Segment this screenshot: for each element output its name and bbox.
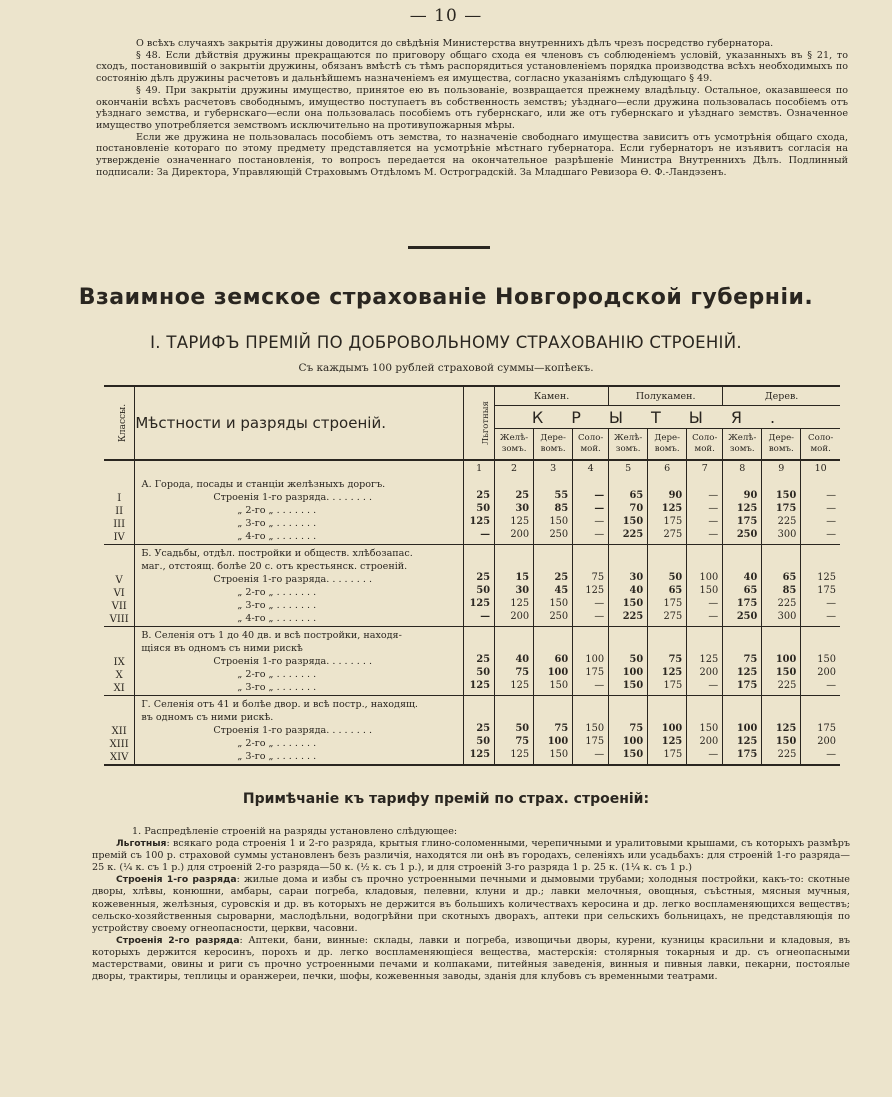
value-column [762, 627, 801, 696]
premium-value: — [708, 680, 719, 691]
value-column [609, 545, 648, 627]
premium-value: — [594, 611, 605, 622]
premium-value: — [708, 490, 719, 501]
category-label: „ 2-го „ . . . . . . . [237, 738, 317, 749]
premium-value: 65 [782, 572, 797, 583]
value-column [648, 476, 687, 545]
premium-value: 50 [515, 723, 530, 734]
premium-value: 175 [817, 723, 836, 734]
value-column [609, 696, 648, 766]
premium-value: — [826, 516, 836, 527]
value-column [534, 476, 573, 545]
premium-value: 125 [585, 585, 605, 596]
note-label: Льготныя [116, 838, 167, 850]
value-column [723, 696, 762, 766]
value-column [534, 696, 573, 766]
header-sub: Желѣ-зомъ. [723, 429, 762, 461]
premium-value: 85 [782, 585, 797, 596]
value-column [801, 696, 840, 766]
header-polukamen: Полукамен. [609, 386, 723, 406]
premium-value: — [708, 749, 719, 760]
premium-value: 125 [510, 598, 530, 609]
value-column [723, 545, 762, 627]
premium-value: 225 [777, 680, 797, 691]
value-column [573, 696, 609, 766]
class-numeral: VI [113, 587, 125, 599]
value-column [464, 696, 495, 766]
premium-value: — [594, 598, 605, 609]
locality-title: въ одномъ съ ними рискѣ. [141, 712, 274, 723]
premium-value: 150 [549, 749, 569, 760]
category-label: Строенія 1-го разряда. . . . . . . . [213, 491, 372, 503]
premium-value: 200 [817, 736, 836, 747]
premium-value: 275 [663, 529, 683, 540]
premium-value: 150 [622, 516, 644, 527]
header-sub: Дере-вомъ. [534, 429, 573, 461]
premium-value: 175 [736, 680, 758, 691]
premium-value: 125 [817, 572, 836, 583]
main-title: Взаимное земское страхованіе Новгородской губерніи. [78, 285, 814, 310]
premium-value: 200 [817, 667, 836, 678]
class-numeral: XII [111, 725, 127, 737]
locality-title: А. Города, посады и станціи желѣзныхъ дорогъ. [141, 478, 386, 490]
value-column [495, 627, 534, 696]
premium-value: 75 [515, 736, 530, 747]
col-number: 6 [648, 460, 687, 476]
value-column [762, 476, 801, 545]
value-column [762, 696, 801, 766]
premium-value: 225 [622, 529, 644, 540]
value-column [495, 696, 534, 766]
premium-value: 90 [743, 490, 758, 501]
header-locality: Мѣстности и разряды строеній. [135, 386, 464, 460]
note-text: : всякаго рода строенія 1 и 2-го разряда, крытыя глино-соломенными, черепичными и уралитовыми крышами, съ которыхъ размѣръ премій съ 100 р. страховой суммы установленъ безъ различія, находятся ли онѣ въ городахъ, селеніяхъ или усадьбахъ: для строеній 1-го разряда—25 к. (¼ к. съ 1 р.) для строеній 2-го разряда—50 к. (½ к. съ 1 р.), и для строеній 3-го разряда 1 р. 25 к. (1¼ к. съ 1 р.) [92, 838, 850, 874]
header-sub: Соло-мой. [573, 429, 609, 461]
premium-value: — [708, 516, 719, 527]
category-label: „ 3-го „ . . . . . . . [237, 517, 317, 529]
header-sub: Дере-вомъ. [648, 429, 687, 461]
header-sub: Дере-вомъ. [762, 429, 801, 461]
value-column [801, 545, 840, 627]
value-column [534, 545, 573, 627]
header-classes: Классы. [118, 403, 129, 443]
locality-title: В. Селенія отъ 1 до 40 дв. и всѣ постройки, находя- [141, 630, 402, 641]
locality-title: Г. Селенія отъ 41 и болѣе двор. и всѣ постр., находящ. [141, 699, 418, 710]
premium-value: — [708, 598, 719, 609]
premium-value: 175 [736, 598, 758, 609]
note-label: Строенія 1-го разряда [116, 874, 237, 886]
premium-value: 250 [736, 611, 758, 622]
class-numeral: XIII [109, 738, 129, 750]
premium-value: 50 [476, 503, 491, 514]
value-column [648, 696, 687, 766]
value-column [723, 627, 762, 696]
class-numeral: XI [113, 682, 125, 694]
header-sub: Желѣ-зомъ. [495, 429, 534, 461]
value-column [495, 476, 534, 545]
intro-text [96, 38, 848, 178]
premium-value: 150 [699, 723, 719, 734]
value-column [723, 476, 762, 545]
premium-value: 25 [476, 572, 491, 583]
premium-value: 125 [469, 749, 491, 760]
premium-value: 150 [817, 654, 836, 665]
category-label: Строенія 1-го разряда. . . . . . . . [213, 574, 372, 585]
value-column [648, 627, 687, 696]
premium-value: — [594, 490, 605, 501]
premium-value: 100 [736, 723, 758, 734]
locality-description [135, 627, 464, 696]
premium-value: 65 [629, 490, 644, 501]
category-label: „ 3-го „ . . . . . . . [237, 600, 317, 611]
premium-value: 125 [469, 516, 491, 527]
premium-value: 55 [554, 490, 569, 501]
premium-value: — [708, 529, 719, 540]
premium-value: 100 [699, 572, 719, 583]
premium-value: 125 [661, 667, 683, 678]
premium-value: — [826, 490, 836, 501]
premium-value: — [480, 611, 491, 622]
class-numeral: X [115, 669, 123, 681]
table-group-row [104, 696, 840, 766]
value-column [687, 696, 723, 766]
class-numeral: II [115, 505, 124, 517]
class-numeral: IV [113, 531, 125, 543]
value-column [495, 545, 534, 627]
table-group-row [104, 545, 840, 627]
premium-value: 150 [622, 749, 644, 760]
premium-value: 30 [515, 585, 530, 596]
header-derev: Дерев. [723, 386, 840, 406]
premium-value: 200 [510, 529, 530, 540]
premium-value: 75 [629, 723, 644, 734]
premium-value: 100 [547, 667, 569, 678]
premium-value: 225 [777, 516, 797, 527]
locality-title: маг., отстоящ. болѣе 20 с. отъ крестьянск. строеній. [141, 561, 408, 572]
premium-value: 50 [476, 585, 491, 596]
premium-value: 175 [585, 736, 605, 747]
locality-description [135, 476, 464, 545]
premium-value: — [826, 598, 836, 609]
class-numeral: V [115, 574, 123, 586]
premium-value: — [826, 749, 836, 760]
note-paragraph: 1. Распредѣленіе строеній на разряды установлено слѣдующее: [132, 826, 458, 837]
locality-title: Б. Усадьбы, отдѣл. постройки и обществ. хлѣбозапас. [141, 548, 413, 559]
premium-value: 45 [554, 585, 569, 596]
col-number: 4 [573, 460, 609, 476]
note-paragraph [92, 935, 850, 983]
category-label: „ 3-го „ . . . . . . . [237, 682, 317, 693]
premium-value: 125 [775, 723, 797, 734]
premium-value: 300 [777, 611, 797, 622]
premium-value: 50 [476, 667, 491, 678]
premium-value: 40 [629, 585, 644, 596]
class-numeral: XIV [110, 751, 129, 763]
premium-value: 225 [622, 611, 644, 622]
premium-value: 25 [476, 723, 491, 734]
premium-value: 200 [699, 736, 719, 747]
premium-value: 125 [469, 680, 491, 691]
premium-value: 65 [668, 585, 683, 596]
value-column [573, 545, 609, 627]
value-column [801, 476, 840, 545]
premium-value: 25 [476, 490, 491, 501]
premium-value: 125 [469, 598, 491, 609]
premium-value: 75 [668, 654, 683, 665]
category-label: „ 2-го „ . . . . . . . [237, 587, 317, 598]
category-label: „ 2-го „ . . . . . . . [237, 669, 317, 680]
col-number: 5 [609, 460, 648, 476]
notes-text [92, 826, 850, 983]
table-group-row [104, 476, 840, 545]
value-column [801, 627, 840, 696]
value-column [573, 627, 609, 696]
header-sub: Соло-мой. [687, 429, 723, 461]
premium-value: 150 [775, 490, 797, 501]
premium-value: 50 [629, 654, 644, 665]
premium-value: 100 [585, 654, 605, 665]
table-caption: Съ каждымъ 100 рублей страховой суммы—копѣекъ. [298, 362, 594, 374]
premium-value: 175 [585, 667, 605, 678]
premium-value: 175 [736, 516, 758, 527]
value-column [534, 627, 573, 696]
col-number: 7 [687, 460, 723, 476]
category-label: „ 2-го „ . . . . . . . [237, 504, 317, 516]
premium-value: 75 [743, 654, 758, 665]
premium-value: 150 [775, 667, 797, 678]
premium-value: 300 [777, 529, 797, 540]
premium-value: — [594, 529, 605, 540]
col-number: 2 [495, 460, 534, 476]
value-column [609, 476, 648, 545]
intro-paragraph: § 49. При закрытіи дружины имущество, принятое ею въ пользованіе, возвращается прежнему владѣльцу. Остальное, оказавшееся по окончаніи всѣхъ расчетовъ свободнымъ, имущество поступаетъ въ собственность земствъ; уѣзднаго—если дружина пользовалась пособіемъ отъ уѣзднаго земства, и губернскаго—если она пользовалась пособіемъ отъ губернскаго, или же отъ губернскаго и уѣзднаго земствъ. Означенное имущество употребляется земствомъ исключительно на противупожарныя мѣры. [96, 84, 848, 131]
value-column [687, 476, 723, 545]
premium-value: 175 [775, 503, 797, 514]
note-text: : жилые дома и избы съ прочно устроенными печными и дымовыми трубами; холодныя постройки, какъ-то: скотные дворы, хлѣвы, конюшни, амбары, сараи погреба, кладовыя, пелевни, клуни и др.; лавки мелочныя, овощныя, съѣстныя, мясныя мучныя, кожевенныя, желѣзныя, суровскія и др. въ которыхъ не держится въ большихъ количествахъ керосина и др. легко воспламеняющихся веществъ; сельско-хозяйственныя сыроварни, маслодѣльни, водогрѣйни при скотныхъ дворахъ, аптеки при сельскихъ больницахъ, не представляющія по устройству своему огнеопасности, церкви, часовни. [92, 874, 850, 934]
premium-value: 60 [554, 654, 569, 665]
col-number: 8 [723, 460, 762, 476]
table-subtitle: I. ТАРИФЪ ПРЕМІЙ ПО ДОБРОВОЛЬНОМУ СТРАХОВАНІЮ СТРОЕНІЙ. [150, 333, 742, 352]
premium-value: — [594, 503, 605, 514]
class-numeral: VIII [109, 613, 129, 625]
premium-value: 175 [736, 749, 758, 760]
premium-value: 40 [515, 654, 530, 665]
header-lgotnye: Льготныя [464, 386, 495, 460]
premium-value: 150 [549, 680, 569, 691]
category-label: Строенія 1-го разряда. . . . . . . . [213, 656, 372, 667]
premium-value: 75 [515, 667, 530, 678]
locality-title: щіяся въ одномъ съ ними рискѣ [141, 643, 303, 654]
header-sub: Соло-мой. [801, 429, 840, 461]
premium-value: 125 [736, 503, 758, 514]
premium-value: 125 [661, 503, 683, 514]
premium-value: — [594, 749, 605, 760]
note-paragraph [92, 838, 850, 874]
locality-description [135, 696, 464, 766]
intro-paragraph: Если же дружина не пользовалась пособіемъ отъ земства, то назначеніе свободнаго имущества зависитъ отъ усмотрѣнія общаго схода, постановленіе котораго по этому предмету представляется на усмотрѣніе мѣстнаго губернатора. Если губернаторъ не изъявитъ согласія на утвержденіе означеннаго постановленія, то вопросъ передается на окончательное разрѣшеніе Министра Внутреннихъ Дѣлъ. Подлинный подписали: За Директора, Управляющій Страховымъ Отдѣломъ М. Остроградскій. За Младшаго Ревизора Ө. Ф.-Ландэзенъ. [96, 131, 848, 178]
premium-value: 25 [554, 572, 569, 583]
value-column [762, 545, 801, 627]
class-numeral: IX [113, 656, 125, 668]
col-number: 10 [801, 460, 840, 476]
premium-value: 150 [549, 598, 569, 609]
premium-value: 70 [629, 503, 644, 514]
premium-value: — [594, 680, 605, 691]
premium-value: — [594, 516, 605, 527]
premium-value: 100 [622, 667, 644, 678]
table-body [104, 476, 840, 765]
premium-value: 75 [554, 723, 569, 734]
premium-value: 175 [663, 598, 683, 609]
col-number: 9 [762, 460, 801, 476]
note-paragraph [92, 874, 850, 934]
section-divider [408, 246, 490, 249]
premium-value: 125 [736, 667, 758, 678]
value-column [687, 545, 723, 627]
premium-value: 125 [510, 516, 530, 527]
premium-value: — [826, 529, 836, 540]
premium-value: 125 [510, 749, 530, 760]
class-numerals [104, 627, 135, 696]
premium-value: 30 [515, 503, 530, 514]
premium-value: 125 [510, 680, 530, 691]
premium-value: 100 [661, 723, 683, 734]
premium-value: 250 [736, 529, 758, 540]
premium-value: 50 [476, 736, 491, 747]
value-column [573, 476, 609, 545]
value-column [464, 476, 495, 545]
premium-value: 150 [699, 585, 719, 596]
premium-value: — [826, 503, 836, 514]
value-column [464, 545, 495, 627]
premium-value: 175 [663, 680, 683, 691]
premium-value: 250 [549, 529, 569, 540]
header-sub: Желѣ-зомъ. [609, 429, 648, 461]
class-numeral: I [117, 492, 122, 504]
col-number: 3 [534, 460, 573, 476]
note-text: : Аптеки, бани, винные: склады, лавки и погреба, извощичьи дворы, курени, кузницы красильни и кладовыя, въ которыхъ держится керосинъ, порохъ и др. легко воспламеняющіеся вещества, мастерскія: столярныя токарныя и др. съ огнеопасными мастерствами, овины и риги съ прочно устроенными печами и колпаками, питейныя заведенія, винныя и пивныя лавки, пекарни, постоялые дворы, трактиры, теплицы и оранжереи, печки, шофы, кожевенныя заводы, зданія для клубовъ съ временными театрами. [92, 934, 850, 983]
header-kryt: КРЫТЫЯ. [495, 406, 840, 429]
col-number: 1 [464, 460, 495, 476]
premium-value: 150 [622, 680, 644, 691]
premium-value: 40 [743, 572, 758, 583]
premium-value: 75 [591, 572, 605, 583]
intro-paragraph: § 48. Если дѣйствія дружины прекращаются по приговору общаго схода ея членовъ съ соблюденіемъ условій, указанныхъ въ § 21, то сходъ, постановившій о закрытіи дружины, обязанъ вмѣстѣ съ тѣмъ распорядиться установленіемъ порядка производства всѣхъ необходимыхъ по состоянію дѣлъ дружины расчетовъ и дальнѣйшемъ назначеніемъ ея имущества, согласно указаніямъ слѣдующаго § 49. [96, 49, 848, 85]
category-label: „ 4-го „ . . . . . . . [237, 530, 317, 542]
premium-value: — [480, 529, 491, 540]
premium-value: 200 [510, 611, 530, 622]
value-column [648, 545, 687, 627]
premium-value: 25 [476, 654, 491, 665]
category-label: „ 3-го „ . . . . . . . [237, 751, 317, 762]
premium-value: 150 [585, 723, 605, 734]
premium-value: 150 [775, 736, 797, 747]
premium-value: 225 [777, 749, 797, 760]
premium-value: 25 [515, 490, 530, 501]
value-column [464, 627, 495, 696]
premium-value: 175 [817, 585, 836, 596]
value-column [609, 627, 648, 696]
premium-value: 225 [777, 598, 797, 609]
premium-value: 100 [547, 736, 569, 747]
premium-value: 175 [663, 516, 683, 527]
premium-value: 250 [549, 611, 569, 622]
class-numerals [104, 696, 135, 766]
class-numerals [104, 476, 135, 545]
premium-value: — [826, 680, 836, 691]
category-label: Строенія 1-го разряда. . . . . . . . [213, 725, 372, 736]
note-title: Примѣчаніе къ тарифу премій по страх. строеній: [242, 791, 650, 807]
value-column [687, 627, 723, 696]
class-numeral: VII [111, 600, 127, 612]
note-label: Строенія 2-го разряда [116, 934, 240, 946]
premium-value: 30 [629, 572, 644, 583]
category-label: „ 4-го „ . . . . . . . [237, 613, 317, 624]
class-numerals [104, 545, 135, 627]
premium-value: 150 [622, 598, 644, 609]
locality-description [135, 545, 464, 627]
page-number: — 10 — [409, 6, 483, 26]
premium-value: 150 [549, 516, 569, 527]
premium-value: — [708, 611, 719, 622]
premium-value: 15 [515, 572, 530, 583]
premium-value: 100 [622, 736, 644, 747]
premium-value: 90 [668, 490, 683, 501]
premium-value: 125 [699, 654, 719, 665]
premium-value: — [826, 611, 836, 622]
premium-value: 125 [736, 736, 758, 747]
header-kamen: Камен. [495, 386, 609, 406]
premium-value: 175 [663, 749, 683, 760]
table-group-row [104, 627, 840, 696]
premium-value: 200 [699, 667, 719, 678]
premium-value: 125 [661, 736, 683, 747]
premium-value: 65 [743, 585, 758, 596]
premium-value: 100 [775, 654, 797, 665]
intro-paragraph: О всѣхъ случаяхъ закрытія дружины доводится до свѣдѣнія Министерства внутреннихъ дѣлъ чрезъ посредство губернатора. [136, 38, 774, 49]
class-numeral: III [113, 518, 126, 530]
premium-value: — [708, 503, 719, 514]
premium-value: 275 [663, 611, 683, 622]
premium-value: 50 [668, 572, 683, 583]
premium-value: 85 [554, 503, 569, 514]
tariff-table [104, 385, 840, 766]
